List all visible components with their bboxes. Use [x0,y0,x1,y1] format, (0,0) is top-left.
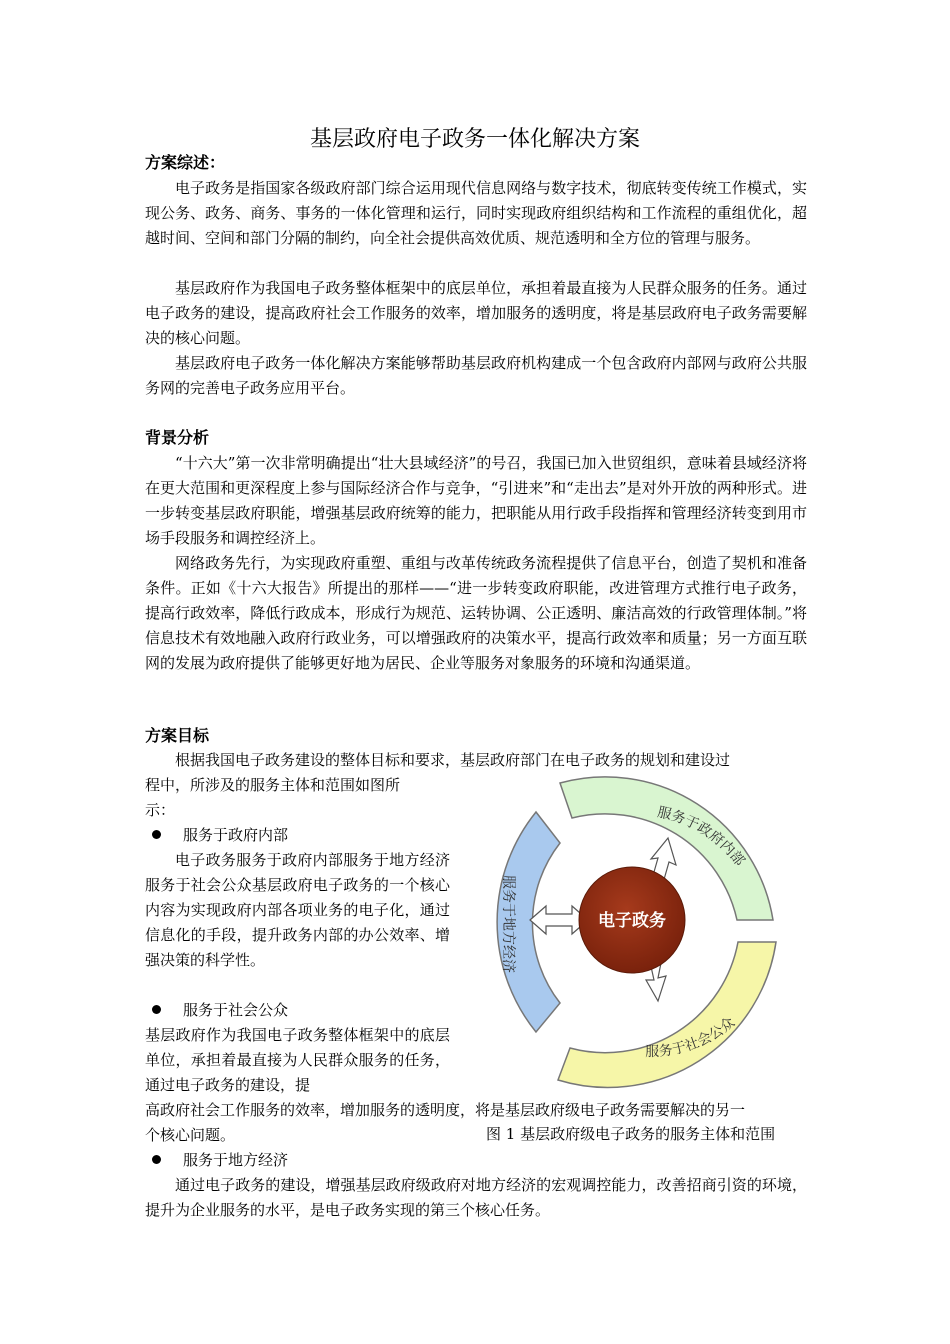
background-heading: 背景分析 [145,428,210,447]
diagram-svg [470,770,815,1100]
ring-label-government: 服务于政府内部 [655,804,748,870]
background-paragraph-1: “十六大”第一次非常明确提出“壮大县域经济”的号召，我国已加入世贸组织，意味着县域经济将在更大范围和更深程度上参与国际经济合作与竞争，“引进来”和“走出去”是对外开放的两种形式。进一步转变基层政府职能，增强基层政府统筹的能力，把职能从用行政手段指挥和管理经济转变到用市场手段服务和调控经济上。 [145,454,807,547]
ring-label-public: 服务于社会公众 [645,1014,738,1061]
background-paragraph-2: 网络政务先行，为实现政府重塑、重组与改革传统政务流程提供了信息平台，创造了契机和准备条件。正如《十六大报告》所提出的那样——“进一步转变政府职能，改进管理方式推行电子政务，提高行政效率，降低行政成本，形成行为规范、运转协调、公正透明、廉洁高效的行政管理体制。”将信息技术有效地融入政府行政业务，可以增强政府的决策水平，提高行政效率和质量；另一方面互联网的发展为政府提供了能够更好地为居民、企业等服务对象服务的环境和沟通渠道。 [145,554,807,672]
bullet-dot-icon [152,1155,161,1164]
document-title: 基层政府电子政务一体化解决方案 [309,127,640,152]
goals-intro-line-1: 根据我国电子政务建设的整体目标和要求，基层政府部门在电子政务的规划和建设过 [175,751,731,769]
overview-paragraph-3: 基层政府电子政务一体化解决方案能够帮助基层政府机构建成一个包含政府内部网与政府公共服务网的完善电子政务应用平台。 [145,354,807,397]
bullet-1-text: 电子政务服务于政府内部服务于地方经济服务于社会公众基层政府电子政务的一个核心内容为实现政府内部各项业务的电子化，通过信息化的手段，提升政务内部的办公效率、增强决策的科学性。 [145,851,450,969]
goals-intro-line-3: 示： [145,801,176,819]
ring-label-local-economy: 服务于地方经济 [500,875,516,973]
ring-segment-public [558,942,776,1087]
center-label: 电子政务 [598,911,666,931]
bullet-government-internal [152,823,288,848]
bullet-label: 服务于社会公众 [183,1001,289,1019]
bullet-3-text: 通过电子政务的建设，增强基层政府级政府对地方经济的宏观调控能力，改善招商引资的环境，提升为企业服务的水平，是电子政务实现的第三个核心任务。 [145,1176,807,1219]
overview-heading: 方案综述： [145,153,226,172]
goals-heading: 方案目标 [145,726,210,745]
overview-paragraph-1: 电子政务是指国家各级政府部门综合运用现代信息网络与数字技术，彻底转变传统工作模式，实现公务、政务、商务、事务的一体化管理和运行，同时实现政府组织结构和工作流程的重组优化，超越时间、空间和部门分隔的制约，向全社会提供高效优质、规范透明和全方位的管理与服务。 [145,179,807,247]
overview-paragraph-2: 基层政府作为我国电子政务整体框架中的底层单位，承担着最直接为人民群众服务的任务。通过电子政务的建设，提高政府社会工作服务的效率，增加服务的透明度，将是基层政府电子政务需要解决的核心问题。 [145,279,807,347]
bullet-2-text-continued: 高政府社会工作服务的效率，增加服务的透明度，将是基层政府级电子政务需要解决的另一 [145,1101,746,1119]
figure-caption: 图 1 基层政府级电子政务的服务主体和范围 [486,1125,776,1143]
bullet-label: 服务于政府内部 [183,826,289,844]
bullet-dot-icon [152,830,161,839]
bullet-label: 服务于地方经济 [183,1151,289,1169]
bullet-local-economy [152,1148,288,1173]
bullet-public-service [152,998,288,1023]
bullet-2-text-end: 个核心问题。 [145,1126,236,1144]
bullet-dot-icon [152,1005,161,1014]
bullet-2-text: 基层政府作为我国电子政务整体框架中的底层单位，承担着最直接为人民群众服务的任务，通过电子政务的建设，提 [145,1026,450,1094]
goals-intro-line-2: 程中，所涉及的服务主体和范围如图所 [145,776,401,794]
service-scope-diagram [470,770,815,1100]
